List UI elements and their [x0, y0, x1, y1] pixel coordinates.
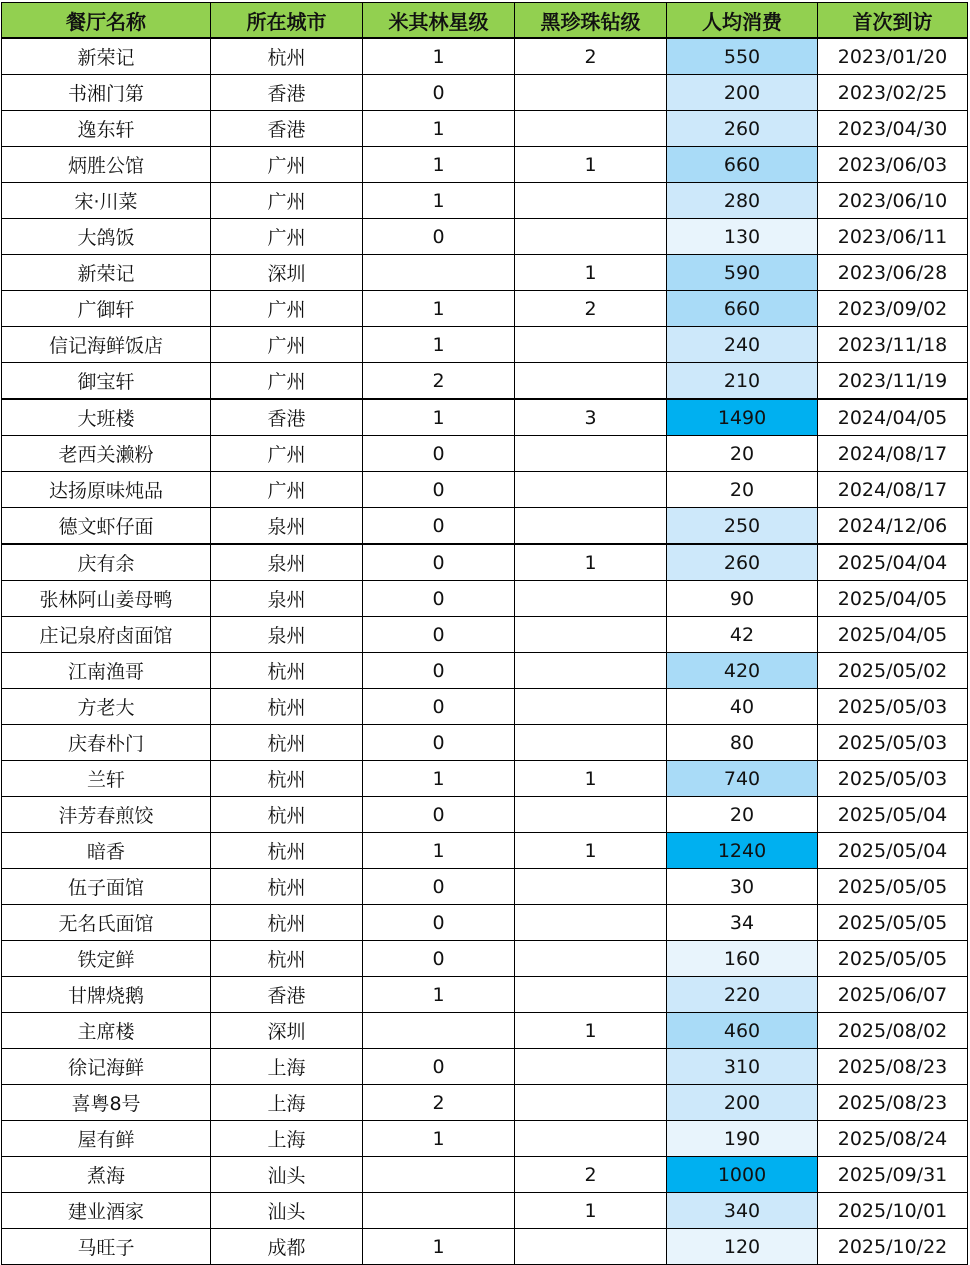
cell-city[interactable]: 成都 [211, 1229, 363, 1265]
cell-date[interactable]: 2023/02/25 [818, 75, 968, 111]
cell-name[interactable]: 煮海 [2, 1157, 211, 1193]
table-row [2, 472, 968, 508]
cell-city[interactable]: 广州 [211, 472, 363, 508]
cell-black-pearl[interactable]: 3 [515, 399, 667, 436]
cell-spend[interactable]: 120 [667, 1229, 818, 1265]
cell-michelin[interactable]: 0 [363, 725, 515, 761]
table-row [2, 869, 968, 905]
cell-black-pearl[interactable] [515, 653, 667, 689]
cell-city[interactable]: 杭州 [211, 761, 363, 797]
cell-date[interactable]: 2023/11/18 [818, 327, 968, 363]
cell-date[interactable]: 2025/05/02 [818, 653, 968, 689]
cell-city[interactable]: 杭州 [211, 38, 363, 75]
cell-spend[interactable]: 740 [667, 761, 818, 797]
table-row [2, 363, 968, 400]
table-row [2, 399, 968, 436]
cell-name[interactable]: 无名氏面馆 [2, 905, 211, 941]
table-row [2, 436, 968, 472]
cell-name[interactable]: 徐记海鲜 [2, 1049, 211, 1085]
cell-city[interactable]: 广州 [211, 327, 363, 363]
cell-michelin[interactable]: 2 [363, 1085, 515, 1121]
cell-spend[interactable]: 130 [667, 219, 818, 255]
cell-city[interactable]: 汕头 [211, 1193, 363, 1229]
cell-city[interactable]: 上海 [211, 1121, 363, 1157]
cell-date[interactable]: 2025/05/05 [818, 905, 968, 941]
restaurant-table [1, 2, 968, 1265]
table-row [2, 327, 968, 363]
cell-city[interactable]: 深圳 [211, 1013, 363, 1049]
cell-city[interactable]: 杭州 [211, 653, 363, 689]
cell-spend[interactable]: 40 [667, 689, 818, 725]
cell-name[interactable]: 新荣记 [2, 38, 211, 75]
cell-black-pearl[interactable]: 1 [515, 833, 667, 869]
cell-black-pearl[interactable]: 1 [515, 1013, 667, 1049]
cell-name[interactable]: 方老大 [2, 689, 211, 725]
header-cell-name[interactable]: 餐厅名称 [2, 3, 211, 39]
cell-name[interactable]: 甘牌烧鹅 [2, 977, 211, 1013]
table-row [2, 1229, 968, 1265]
cell-date[interactable]: 2025/08/23 [818, 1049, 968, 1085]
cell-michelin[interactable] [363, 255, 515, 291]
cell-michelin[interactable]: 1 [363, 761, 515, 797]
cell-city[interactable]: 杭州 [211, 689, 363, 725]
cell-date[interactable]: 2023/06/28 [818, 255, 968, 291]
table-row [2, 508, 968, 545]
cell-michelin[interactable]: 1 [363, 183, 515, 219]
cell-city[interactable]: 香港 [211, 75, 363, 111]
cell-city[interactable]: 杭州 [211, 725, 363, 761]
cell-date[interactable]: 2025/05/04 [818, 797, 968, 833]
cell-city[interactable]: 汕头 [211, 1157, 363, 1193]
cell-black-pearl[interactable] [515, 1049, 667, 1085]
cell-date[interactable]: 2023/09/02 [818, 291, 968, 327]
cell-spend[interactable]: 34 [667, 905, 818, 941]
cell-black-pearl[interactable]: 2 [515, 1157, 667, 1193]
table-row [2, 1085, 968, 1121]
table-body [2, 38, 968, 1265]
cell-spend[interactable]: 250 [667, 508, 818, 545]
cell-name[interactable]: 马旺子 [2, 1229, 211, 1265]
cell-date[interactable]: 2023/06/11 [818, 219, 968, 255]
cell-city[interactable]: 杭州 [211, 797, 363, 833]
cell-spend[interactable]: 20 [667, 436, 818, 472]
cell-date[interactable]: 2025/08/24 [818, 1121, 968, 1157]
cell-michelin[interactable]: 2 [363, 363, 515, 400]
table-row [2, 977, 968, 1013]
cell-city[interactable]: 泉州 [211, 508, 363, 545]
table-row [2, 1121, 968, 1157]
cell-name[interactable]: 炳胜公馆 [2, 147, 211, 183]
cell-city[interactable]: 杭州 [211, 833, 363, 869]
cell-michelin[interactable]: 0 [363, 617, 515, 653]
cell-black-pearl[interactable] [515, 472, 667, 508]
header-cell-city[interactable]: 所在城市 [211, 3, 363, 39]
cell-city[interactable]: 杭州 [211, 941, 363, 977]
cell-city[interactable]: 上海 [211, 1085, 363, 1121]
cell-name[interactable]: 老西关濑粉 [2, 436, 211, 472]
cell-black-pearl[interactable] [515, 797, 667, 833]
cell-date[interactable]: 2023/11/19 [818, 363, 968, 400]
cell-date[interactable]: 2025/08/02 [818, 1013, 968, 1049]
cell-black-pearl[interactable] [515, 327, 667, 363]
cell-city[interactable]: 深圳 [211, 255, 363, 291]
cell-black-pearl[interactable] [515, 1121, 667, 1157]
cell-black-pearl[interactable] [515, 581, 667, 617]
cell-michelin[interactable] [363, 1013, 515, 1049]
cell-name[interactable]: 庆有余 [2, 544, 211, 581]
cell-black-pearl[interactable]: 1 [515, 1193, 667, 1229]
cell-city[interactable]: 香港 [211, 399, 363, 436]
table-row [2, 1049, 968, 1085]
table-row [2, 183, 968, 219]
cell-date[interactable]: 2024/12/06 [818, 508, 968, 545]
cell-date[interactable]: 2024/04/05 [818, 399, 968, 436]
cell-michelin[interactable]: 1 [363, 327, 515, 363]
cell-black-pearl[interactable] [515, 363, 667, 400]
cell-michelin[interactable]: 0 [363, 869, 515, 905]
cell-name[interactable]: 兰轩 [2, 761, 211, 797]
cell-spend[interactable]: 30 [667, 869, 818, 905]
cell-michelin[interactable]: 1 [363, 111, 515, 147]
cell-name[interactable]: 大鸽饭 [2, 219, 211, 255]
cell-name[interactable]: 江南渔哥 [2, 653, 211, 689]
cell-spend[interactable]: 280 [667, 183, 818, 219]
table-row [2, 1013, 968, 1049]
table-row [2, 75, 968, 111]
cell-michelin[interactable] [363, 1157, 515, 1193]
header-cell-black-pearl[interactable]: 黑珍珠钻级 [515, 3, 667, 39]
table-row [2, 617, 968, 653]
cell-spend[interactable]: 550 [667, 38, 818, 75]
cell-black-pearl[interactable] [515, 869, 667, 905]
cell-michelin[interactable]: 0 [363, 508, 515, 545]
cell-city[interactable]: 香港 [211, 977, 363, 1013]
cell-michelin[interactable]: 1 [363, 977, 515, 1013]
cell-michelin[interactable]: 0 [363, 581, 515, 617]
cell-date[interactable]: 2025/05/04 [818, 833, 968, 869]
cell-city[interactable]: 上海 [211, 1049, 363, 1085]
cell-name[interactable]: 御宝轩 [2, 363, 211, 400]
cell-michelin[interactable]: 0 [363, 75, 515, 111]
cell-michelin[interactable]: 0 [363, 1049, 515, 1085]
cell-black-pearl[interactable] [515, 689, 667, 725]
cell-black-pearl[interactable]: 2 [515, 291, 667, 327]
table-row [2, 581, 968, 617]
cell-city[interactable]: 杭州 [211, 905, 363, 941]
cell-black-pearl[interactable] [515, 725, 667, 761]
cell-michelin[interactable]: 1 [363, 1121, 515, 1157]
table-row [2, 111, 968, 147]
table-row [2, 1193, 968, 1229]
cell-date[interactable]: 2025/04/05 [818, 617, 968, 653]
cell-name[interactable]: 张林阿山姜母鸭 [2, 581, 211, 617]
cell-black-pearl[interactable] [515, 508, 667, 545]
cell-black-pearl[interactable] [515, 905, 667, 941]
cell-michelin[interactable]: 0 [363, 941, 515, 977]
cell-black-pearl[interactable]: 1 [515, 147, 667, 183]
cell-city[interactable]: 广州 [211, 147, 363, 183]
cell-spend[interactable]: 340 [667, 1193, 818, 1229]
cell-spend[interactable]: 42 [667, 617, 818, 653]
cell-name[interactable]: 新荣记 [2, 255, 211, 291]
cell-city[interactable]: 杭州 [211, 869, 363, 905]
cell-black-pearl[interactable]: 1 [515, 255, 667, 291]
table-row [2, 833, 968, 869]
cell-date[interactable]: 2025/05/03 [818, 761, 968, 797]
cell-name[interactable]: 屋有鲜 [2, 1121, 211, 1157]
cell-spend[interactable]: 1490 [667, 399, 818, 436]
table-row [2, 219, 968, 255]
cell-name[interactable]: 大班楼 [2, 399, 211, 436]
cell-spend[interactable]: 190 [667, 1121, 818, 1157]
table-row [2, 255, 968, 291]
cell-spend[interactable]: 420 [667, 653, 818, 689]
cell-spend[interactable]: 210 [667, 363, 818, 400]
cell-city[interactable]: 香港 [211, 111, 363, 147]
cell-date[interactable]: 2025/09/31 [818, 1157, 968, 1193]
table-row [2, 941, 968, 977]
cell-black-pearl[interactable] [515, 436, 667, 472]
cell-city[interactable]: 广州 [211, 291, 363, 327]
cell-date[interactable]: 2024/08/17 [818, 472, 968, 508]
cell-spend[interactable]: 90 [667, 581, 818, 617]
cell-city[interactable]: 广州 [211, 219, 363, 255]
cell-spend[interactable]: 240 [667, 327, 818, 363]
cell-black-pearl[interactable] [515, 1229, 667, 1265]
cell-spend[interactable]: 80 [667, 725, 818, 761]
cell-date[interactable]: 2023/06/03 [818, 147, 968, 183]
table-row [2, 38, 968, 75]
table-row [2, 291, 968, 327]
cell-michelin[interactable]: 1 [363, 291, 515, 327]
table-row [2, 725, 968, 761]
cell-name[interactable]: 广御轩 [2, 291, 211, 327]
cell-name[interactable]: 暗香 [2, 833, 211, 869]
cell-name[interactable]: 书湘门第 [2, 75, 211, 111]
table-row [2, 797, 968, 833]
header-cell-date[interactable]: 首次到访 [818, 3, 968, 39]
cell-name[interactable]: 伍子面馆 [2, 869, 211, 905]
cell-black-pearl[interactable] [515, 617, 667, 653]
cell-black-pearl[interactable]: 1 [515, 761, 667, 797]
cell-name[interactable]: 主席楼 [2, 1013, 211, 1049]
header-cell-spend[interactable]: 人均消费 [667, 3, 818, 39]
cell-spend[interactable]: 1000 [667, 1157, 818, 1193]
cell-michelin[interactable]: 1 [363, 147, 515, 183]
cell-date[interactable]: 2025/05/03 [818, 689, 968, 725]
cell-spend[interactable]: 660 [667, 291, 818, 327]
cell-michelin[interactable]: 1 [363, 1229, 515, 1265]
cell-date[interactable]: 2025/05/03 [818, 725, 968, 761]
cell-date[interactable]: 2023/06/10 [818, 183, 968, 219]
cell-city[interactable]: 广州 [211, 183, 363, 219]
table-row [2, 905, 968, 941]
cell-black-pearl[interactable] [515, 111, 667, 147]
table-row [2, 689, 968, 725]
cell-date[interactable]: 2023/04/30 [818, 111, 968, 147]
cell-name[interactable]: 建业酒家 [2, 1193, 211, 1229]
cell-name[interactable]: 逸东轩 [2, 111, 211, 147]
cell-spend[interactable]: 20 [667, 797, 818, 833]
cell-spend[interactable]: 20 [667, 472, 818, 508]
cell-black-pearl[interactable] [515, 941, 667, 977]
cell-michelin[interactable]: 0 [363, 905, 515, 941]
cell-michelin[interactable]: 0 [363, 472, 515, 508]
cell-name[interactable]: 铁定鲜 [2, 941, 211, 977]
table-row [2, 147, 968, 183]
cell-name[interactable]: 喜粤8号 [2, 1085, 211, 1121]
cell-black-pearl[interactable] [515, 183, 667, 219]
cell-michelin[interactable]: 0 [363, 219, 515, 255]
cell-city[interactable]: 泉州 [211, 544, 363, 581]
cell-spend[interactable]: 590 [667, 255, 818, 291]
cell-date[interactable]: 2025/10/01 [818, 1193, 968, 1229]
cell-date[interactable]: 2025/04/05 [818, 581, 968, 617]
cell-name[interactable]: 沣芳春煎饺 [2, 797, 211, 833]
cell-black-pearl[interactable]: 1 [515, 544, 667, 581]
cell-michelin[interactable]: 0 [363, 653, 515, 689]
cell-black-pearl[interactable] [515, 1085, 667, 1121]
cell-michelin[interactable]: 0 [363, 436, 515, 472]
cell-date[interactable]: 2025/05/05 [818, 869, 968, 905]
cell-black-pearl[interactable] [515, 75, 667, 111]
header-row [2, 3, 968, 39]
table-row [2, 761, 968, 797]
cell-spend[interactable]: 220 [667, 977, 818, 1013]
cell-name[interactable]: 德文虾仔面 [2, 508, 211, 545]
table-row [2, 1157, 968, 1193]
header-cell-michelin[interactable]: 米其林星级 [363, 3, 515, 39]
cell-date[interactable]: 2025/06/07 [818, 977, 968, 1013]
cell-date[interactable]: 2024/08/17 [818, 436, 968, 472]
cell-black-pearl[interactable] [515, 219, 667, 255]
cell-name[interactable]: 庄记泉府卤面馆 [2, 617, 211, 653]
cell-date[interactable]: 2025/08/23 [818, 1085, 968, 1121]
cell-michelin[interactable]: 1 [363, 399, 515, 436]
cell-city[interactable]: 泉州 [211, 617, 363, 653]
cell-name[interactable]: 宋·川菜 [2, 183, 211, 219]
cell-name[interactable]: 信记海鲜饭店 [2, 327, 211, 363]
cell-spend[interactable]: 310 [667, 1049, 818, 1085]
table-row [2, 653, 968, 689]
cell-spend[interactable]: 200 [667, 1085, 818, 1121]
cell-date[interactable]: 2025/10/22 [818, 1229, 968, 1265]
cell-city[interactable]: 广州 [211, 363, 363, 400]
table-row [2, 544, 968, 581]
cell-michelin[interactable]: 0 [363, 689, 515, 725]
cell-michelin[interactable]: 1 [363, 833, 515, 869]
cell-name[interactable]: 庆春朴门 [2, 725, 211, 761]
cell-michelin[interactable] [363, 1193, 515, 1229]
cell-black-pearl[interactable] [515, 977, 667, 1013]
cell-date[interactable]: 2023/01/20 [818, 38, 968, 75]
cell-black-pearl[interactable]: 2 [515, 38, 667, 75]
cell-date[interactable]: 2025/05/05 [818, 941, 968, 977]
cell-spend[interactable]: 160 [667, 941, 818, 977]
cell-michelin[interactable]: 1 [363, 38, 515, 75]
cell-michelin[interactable]: 0 [363, 797, 515, 833]
cell-date[interactable]: 2025/04/04 [818, 544, 968, 581]
cell-name[interactable]: 达扬原味炖品 [2, 472, 211, 508]
cell-spend[interactable]: 1240 [667, 833, 818, 869]
cell-spend[interactable]: 200 [667, 75, 818, 111]
cell-city[interactable]: 广州 [211, 436, 363, 472]
cell-spend[interactable]: 260 [667, 111, 818, 147]
cell-spend[interactable]: 660 [667, 147, 818, 183]
cell-spend[interactable]: 260 [667, 544, 818, 581]
cell-city[interactable]: 泉州 [211, 581, 363, 617]
cell-michelin[interactable]: 0 [363, 544, 515, 581]
cell-spend[interactable]: 460 [667, 1013, 818, 1049]
